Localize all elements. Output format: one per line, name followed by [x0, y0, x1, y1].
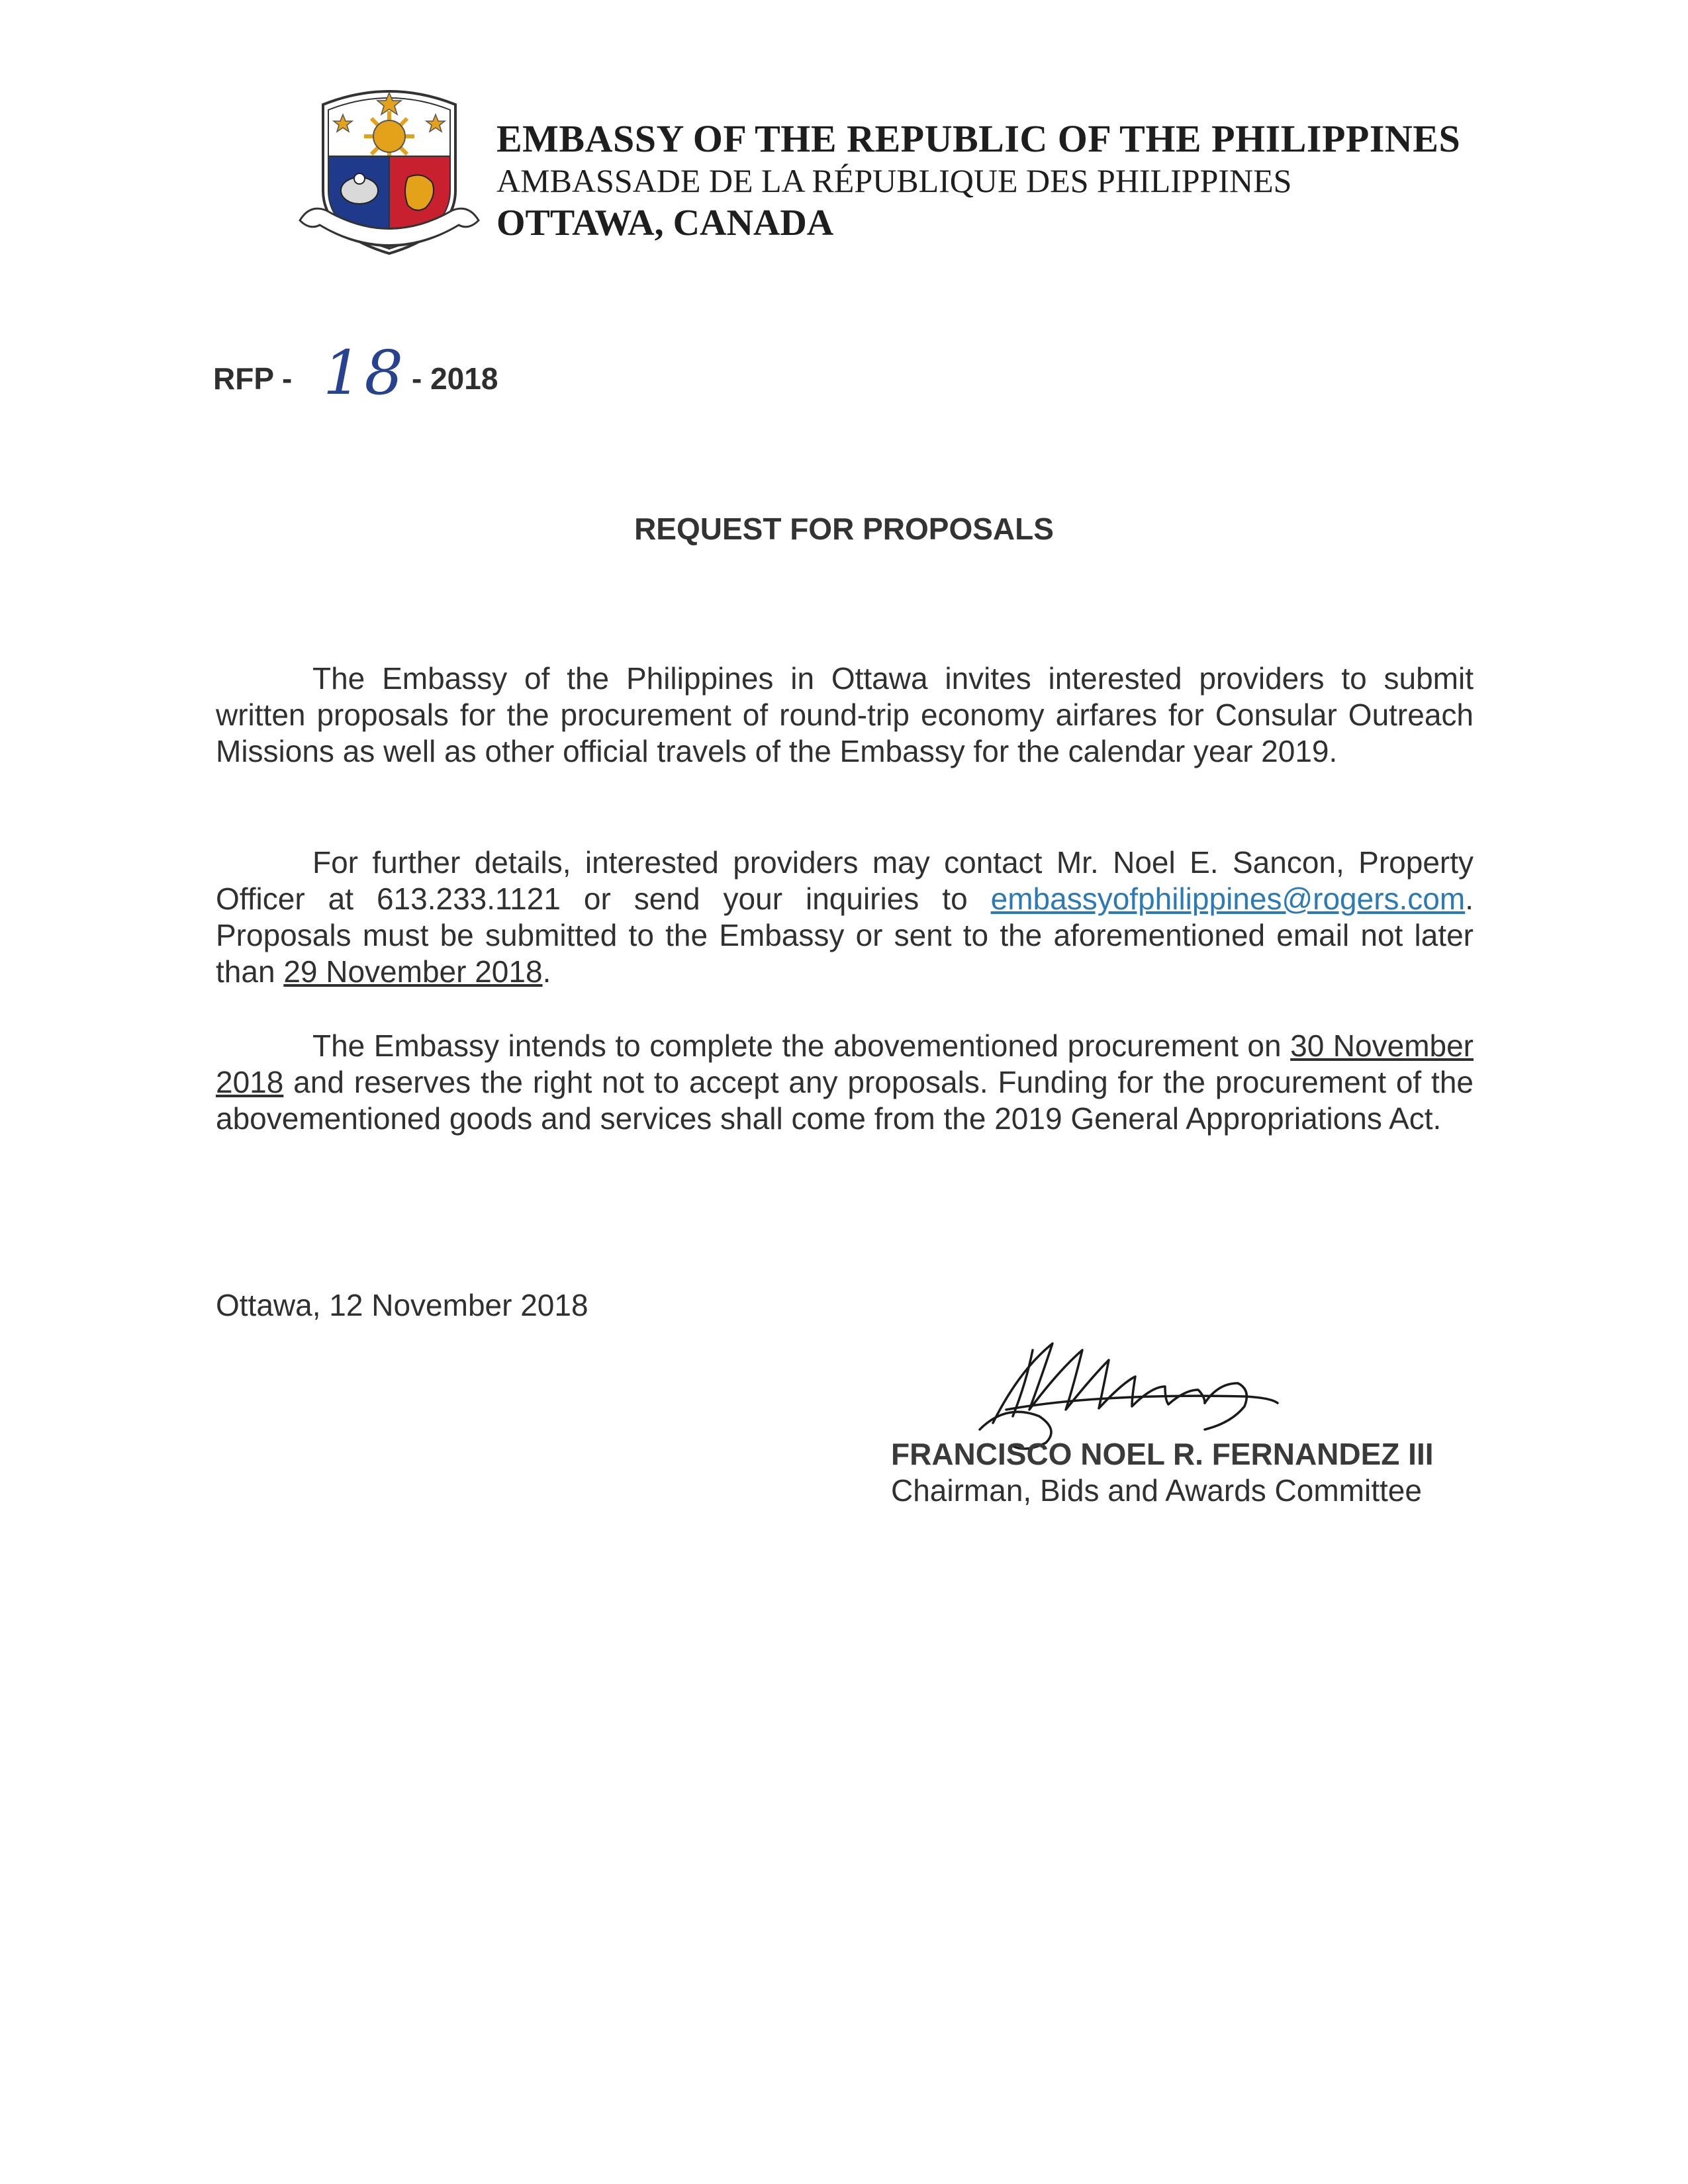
paragraph-text: For further details, interested providers may contact Mr. Noel E. Sancon, Property Officer at 613.233.1121 or send your inquiries to: [216, 845, 1474, 916]
paragraph-text: and reserves the right not to accept any proposals. Funding for the procurement of the abovementioned goods and services shall come from the 2019 General Appropriations Act.: [216, 1065, 1474, 1136]
letterhead: [496, 118, 1460, 245]
document-title: REQUEST FOR PROPOSALS: [634, 512, 1054, 546]
rfp-prefix: RFP -: [213, 361, 293, 396]
rfp-handwritten-number: 18: [323, 338, 406, 408]
embassy-seal-icon: [297, 78, 482, 277]
signatory-position: Chairman, Bids and Awards Committee: [891, 1473, 1422, 1508]
paragraph-invitation: The Embassy of the Philippines in Ottawa invites interested providers to submit written proposals for the procurement of round-trip economy airfares for Consular Outreach Missions as well as other official travels of the Embassy for the calendar year 2019.: [216, 661, 1474, 768]
paragraph-contact-details: [216, 844, 1474, 990]
dateline: Ottawa, 12 November 2018: [216, 1288, 588, 1322]
paragraph-text: . Proposals must be submitted to the Embassy or sent to the aforementioned email not later than: [216, 882, 1474, 989]
paragraph-text: The Embassy intends to complete the abovementioned procurement on: [312, 1028, 1291, 1063]
embassy-name-french: AMBASSADE DE LA RÉPUBLIQUE DES PHILIPPINES: [496, 162, 1292, 199]
paragraph-text: .: [542, 954, 551, 989]
rfp-year: - 2018: [412, 361, 498, 396]
submission-deadline: 29 November 2018: [283, 954, 543, 989]
email-link[interactable]: embassyofphilippines@rogers.com: [990, 882, 1466, 916]
signatory-name: FRANCISCO NOEL R. FERNANDEZ III: [891, 1437, 1434, 1471]
embassy-city: OTTAWA, CANADA: [496, 203, 834, 244]
paragraph-completion: [216, 1028, 1474, 1137]
completion-date: 30 November 2018: [216, 1028, 1474, 1099]
embassy-name-english: EMBASSY OF THE REPUBLIC OF THE PHILIPPINES: [496, 117, 1461, 160]
